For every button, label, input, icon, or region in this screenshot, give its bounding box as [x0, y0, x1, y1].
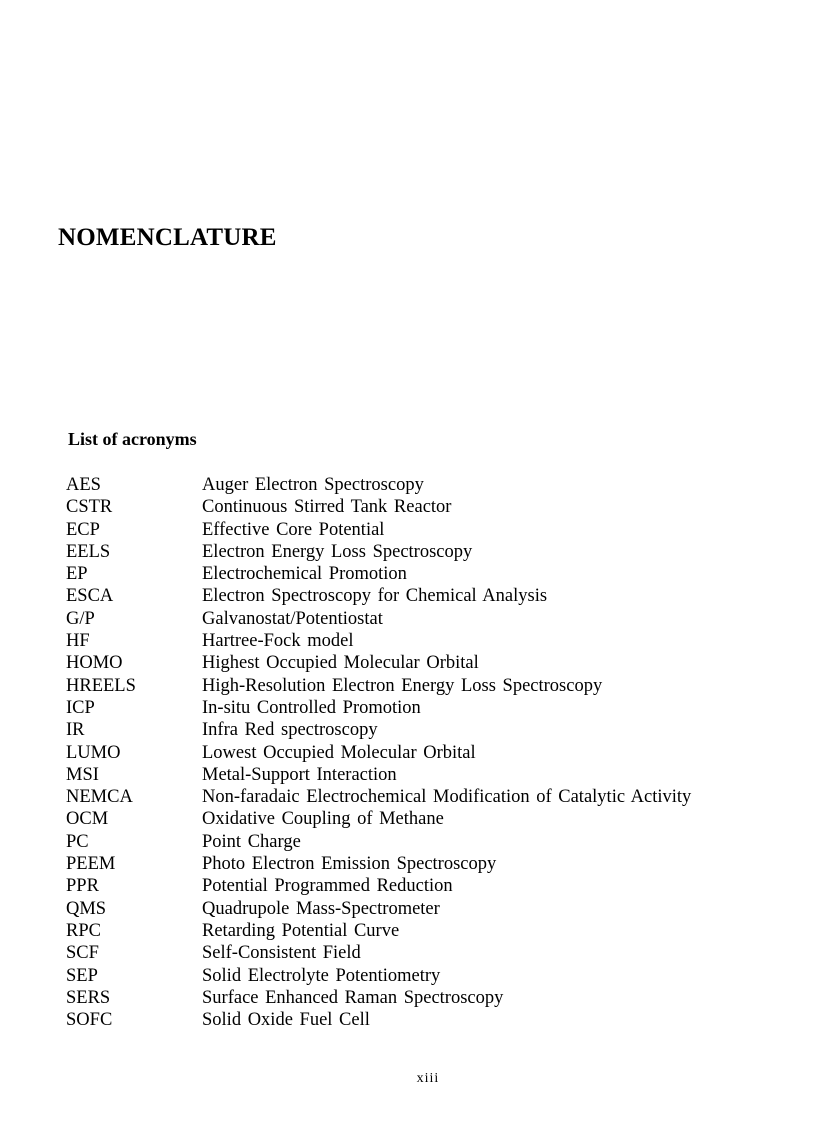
acronym-row	[66, 496, 766, 518]
acronym-row	[66, 764, 766, 786]
acronym-row	[66, 652, 766, 674]
acronym-definition: Surface Enhanced Raman Spectroscopy	[202, 987, 504, 1008]
section-heading: List of acronyms	[68, 429, 197, 449]
acronym-row	[66, 831, 766, 853]
acronym-abbreviation: EELS	[66, 541, 111, 562]
acronym-definition: Quadrupole Mass-Spectrometer	[202, 898, 440, 919]
acronym-abbreviation: HREELS	[66, 675, 136, 696]
acronym-abbreviation: QMS	[66, 898, 107, 919]
acronym-definition: Point Charge	[202, 831, 301, 852]
acronym-row	[66, 808, 766, 830]
acronym-definition: Electron Energy Loss Spectroscopy	[202, 541, 473, 562]
acronym-abbreviation: PC	[66, 831, 89, 852]
acronym-abbreviation: ECP	[66, 519, 100, 540]
acronym-row	[66, 563, 766, 585]
acronym-definition: Galvanostat/Potentiostat	[202, 608, 383, 629]
acronym-definition: Lowest Occupied Molecular Orbital	[202, 742, 476, 763]
acronym-row	[66, 1009, 766, 1031]
acronym-abbreviation: HF	[66, 631, 90, 652]
acronym-abbreviation: SCF	[66, 943, 99, 964]
acronym-abbreviation: ESCA	[66, 586, 114, 607]
acronym-abbreviation: IR	[66, 720, 85, 741]
acronym-abbreviation: PEEM	[66, 854, 116, 875]
acronym-row	[66, 541, 766, 563]
acronym-row	[66, 920, 766, 942]
acronym-row	[66, 719, 766, 741]
acronym-definition: Electrochemical Promotion	[202, 564, 407, 585]
acronym-abbreviation: CSTR	[66, 497, 113, 518]
page-number: xiii	[416, 1071, 440, 1086]
acronym-abbreviation: ICP	[66, 697, 95, 718]
acronym-row	[66, 786, 766, 808]
acronym-row	[66, 675, 766, 697]
acronym-row	[66, 630, 766, 652]
acronym-definition: Continuous Stirred Tank Reactor	[202, 497, 452, 518]
acronym-row	[66, 875, 766, 897]
acronym-definition: Hartree-Fock model	[202, 631, 354, 652]
acronym-definition: High-Resolution Electron Energy Loss Spectroscopy	[202, 675, 603, 696]
acronym-abbreviation: SEP	[66, 965, 98, 986]
acronym-definition: Retarding Potential Curve	[202, 920, 400, 941]
acronym-list	[66, 474, 766, 1031]
acronym-abbreviation: SOFC	[66, 1010, 113, 1031]
acronym-definition: Oxidative Coupling of Methane	[202, 809, 444, 830]
acronym-abbreviation: AES	[66, 475, 101, 495]
acronym-abbreviation: G/P	[66, 608, 95, 629]
acronym-abbreviation: EP	[66, 564, 88, 585]
acronym-abbreviation: LUMO	[66, 742, 121, 763]
acronym-row	[66, 965, 766, 987]
acronym-abbreviation: RPC	[66, 920, 101, 941]
acronym-definition: Infra Red spectroscopy	[202, 720, 378, 741]
acronym-definition: Solid Electrolyte Potentiometry	[202, 965, 441, 986]
acronym-abbreviation: NEMCA	[66, 787, 133, 808]
acronym-row	[66, 898, 766, 920]
acronym-definition: Photo Electron Emission Spectroscopy	[202, 854, 497, 875]
acronym-definition: Electron Spectroscopy for Chemical Analysis	[202, 586, 548, 607]
acronym-row	[66, 697, 766, 719]
acronym-abbreviation: MSI	[66, 764, 99, 785]
acronym-row	[66, 474, 766, 496]
acronym-definition: Self-Consistent Field	[202, 943, 361, 964]
acronym-definition: Effective Core Potential	[202, 519, 385, 540]
acronym-definition: Metal-Support Interaction	[202, 764, 397, 785]
acronym-row	[66, 608, 766, 630]
acronym-abbreviation: PPR	[66, 876, 99, 897]
acronym-definition: Non-faradaic Electrochemical Modification of Catalytic Activity	[202, 787, 692, 808]
acronym-row	[66, 742, 766, 764]
acronym-definition: Solid Oxide Fuel Cell	[202, 1010, 370, 1031]
page-title: NOMENCLATURE	[58, 224, 277, 251]
acronym-abbreviation: HOMO	[66, 653, 123, 674]
acronym-abbreviation: SERS	[66, 987, 111, 1008]
acronym-definition: Auger Electron Spectroscopy	[202, 475, 424, 495]
acronym-row	[66, 519, 766, 541]
acronym-row	[66, 853, 766, 875]
acronym-row	[66, 585, 766, 607]
acronym-row	[66, 987, 766, 1009]
acronym-abbreviation: OCM	[66, 809, 109, 830]
acronym-definition: Potential Programmed Reduction	[202, 876, 453, 897]
acronym-definition: In-situ Controlled Promotion	[202, 697, 421, 718]
acronym-row	[66, 942, 766, 964]
acronym-definition: Highest Occupied Molecular Orbital	[202, 653, 479, 674]
